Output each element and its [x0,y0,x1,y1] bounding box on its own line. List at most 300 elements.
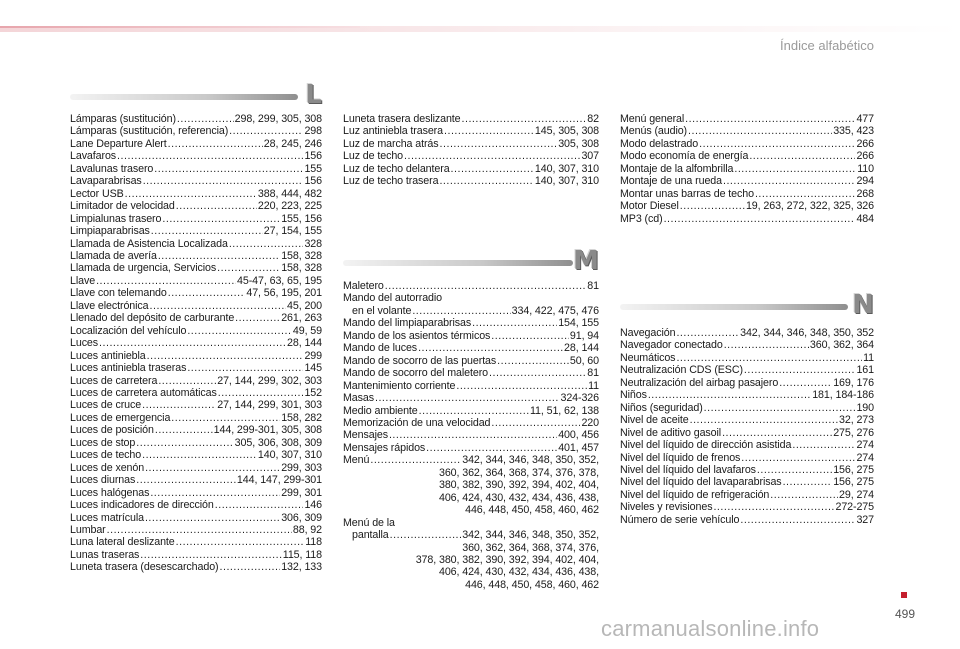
entry-term: Luces diurnas [70,474,136,487]
index-entry [343,280,599,292]
entry-pages: 11 [588,379,599,392]
entry-pages: 140, 307, 310 [534,162,599,175]
leader-dots [136,474,236,486]
entry-pages: 145, 305, 308 [534,125,599,138]
leader-dots [755,188,856,200]
index-entry [343,405,599,417]
leader-dots [456,380,587,392]
index-entry [620,138,874,150]
leader-dots [229,125,303,137]
entry-pages: 156 [304,150,322,163]
leader-dots [136,437,233,449]
index-entry [70,499,322,511]
index-entry [620,175,874,187]
entry-term: Niños (seguridad) [620,401,703,414]
entry-term: Llenado del depósito de carburante [70,312,235,325]
entry-term: Nivel del líquido de dirección asistida [620,439,792,452]
entry-term: Navegador conectado [620,339,723,352]
entry-pages: 181, 184-186 [812,389,874,402]
leader-dots [389,429,557,441]
index-entry [70,387,322,399]
entry-term: Lámparas (sustitución, referencia) [70,125,229,138]
page-number: 499 [894,607,915,621]
leader-dots [187,362,303,374]
index-entry [620,476,874,488]
entry-term: Neutralización CDS (ESC) [620,364,743,377]
index-entry [70,300,322,312]
entry-term: Neumáticos [620,351,676,364]
entry-term: Nivel de aditivo gasoil [620,426,722,439]
entry-term: Menús (audio) [620,125,688,138]
index-entry [343,417,599,429]
entry-pages: 268 [856,187,874,200]
entry-term: Llave electrónica [70,299,149,312]
entry-pages: 118 [305,536,322,549]
entry-pages: 154, 155 [558,317,599,330]
entry-term: Lavafaros [70,150,117,163]
leader-dots [412,305,510,317]
leader-dots [734,163,856,175]
leader-dots [176,536,305,548]
entry-pages: 27, 144, 299, 301, 303 [217,399,322,412]
entry-term: Llamada de urgencia, Servicios [70,262,217,275]
entry-pages: 335, 423 [833,125,874,138]
entry-pages-continued: 446, 448, 450, 458, 460, 462 [465,504,599,517]
entry-pages: 81 [587,367,599,380]
entry-pages: 28, 144 [287,337,322,350]
leader-dots [444,125,534,137]
leader-dots [96,275,236,287]
index-entry [70,287,322,299]
entry-pages: 334, 422, 475, 476 [511,304,599,317]
entry-pages: 272-275 [835,501,874,514]
entry-pages: 401, 457 [558,441,599,454]
entry-pages: 91, 94 [569,329,599,342]
section-bar [70,94,298,100]
entry-pages: 82 [587,113,599,125]
entry-pages: 140, 307, 310 [534,175,599,188]
leader-dots [158,250,280,262]
leader-dots [664,213,856,225]
entry-pages: 155, 156 [281,212,322,225]
index-entry [620,402,874,414]
entry-pages: 27, 154, 155 [263,225,322,238]
entry-term: Lane Departure Alert [70,137,167,150]
index-entry [70,399,322,411]
entry-term: Luces halógenas [70,486,150,499]
index-entry [343,138,599,150]
index-entry [343,163,599,175]
entry-pages: 88, 92 [292,523,322,536]
index-entry [70,175,322,187]
entry-pages: 115, 118 [282,548,322,561]
index-entry [70,512,322,524]
entry-term: Mensajes [343,429,388,442]
leader-dots [713,501,834,513]
entry-subterm: en el volante [352,304,412,317]
entry-pages-continued: 380, 382, 390, 392, 394, 402, 404, [438,479,599,492]
leader-dots [235,312,280,324]
entry-term: Nivel del líquido del lavaparabrisas [620,476,782,489]
entry-pages: 28, 144 [564,342,599,355]
leader-dots [187,325,292,337]
entry-term: Mantenimiento corriente [343,379,456,392]
entry-term: Luz antiniebla trasera [343,125,443,138]
entry-pages: 146 [304,499,322,512]
leader-dots [749,150,855,162]
index-entry [70,200,322,212]
entry-term: Menú [343,454,370,467]
leader-dots [680,200,745,212]
index-entry [620,452,874,464]
index-entry [620,501,874,513]
index-entry [620,150,874,162]
entry-term: Mando de luces [343,342,418,355]
index-entry [70,474,322,486]
entry-pages: 266 [856,137,874,150]
page-marker [901,592,907,598]
entry-term: Limitador de velocidad [70,200,175,213]
leader-dots [147,350,304,362]
entry-term: Lector USB [70,187,124,200]
leader-dots [177,113,234,125]
index-entry [70,412,322,424]
section-header-l [70,80,322,110]
index-entry [620,339,874,351]
watermark: carmanualsonline.info [601,616,820,641]
entry-pages: 307 [581,150,599,163]
leader-dots [390,529,462,541]
index-column-3 [620,113,874,225]
index-entry [70,325,322,337]
entry-pages: 169, 176 [833,376,874,389]
leader-dots [125,188,257,200]
entry-term: Limpialunas trasero [70,212,162,225]
entry-pages: 388, 444, 482 [257,187,322,200]
index-entry [70,188,322,200]
index-entry [70,150,322,162]
leader-dots [162,213,280,225]
index-entry [343,330,599,342]
leader-dots [404,150,580,162]
entry-term: Neutralización del airbag pasajero [620,376,779,389]
leader-dots [142,449,257,461]
entry-term: Lámparas (sustitución) [70,113,176,125]
entry-term: Lunas traseras [70,548,140,561]
entry-pages: 305, 308 [558,137,599,150]
leader-dots [722,427,832,439]
entry-pages: 50, 60 [569,354,599,367]
entry-term: Mando de socorro de las puertas [343,354,497,367]
entry-pages: 274 [856,439,874,452]
entry-term: Montar unas barras de techo [620,187,754,200]
entry-term: Luces de stop [70,436,136,449]
index-entry [620,352,874,364]
entry-pages: 156, 275 [833,463,874,476]
index-entry [70,275,322,287]
index-entry [70,549,322,561]
entry-term: Luces de carretera automáticas [70,386,217,399]
leader-dots [154,163,303,175]
entry-term: Lumbar [70,523,106,536]
entry-term: Luces de emergencia [70,411,171,424]
entry-term: Luna lateral deslizante [70,536,175,549]
entry-term: Nivel de aceite [620,414,689,427]
leader-dots [757,464,832,476]
leader-dots [704,402,856,414]
entry-term: Niveles y revisiones [620,501,713,514]
entry-pages: 32, 273 [839,414,874,427]
entry-term: Lavaparabrisas [70,175,142,188]
entry-pages: 158, 328 [281,262,322,275]
entry-pages: 152 [304,386,322,399]
index-entry [70,213,322,225]
entry-term: Luces antiniebla traseras [70,362,187,375]
index-column-1 [70,113,322,574]
leader-dots [472,317,557,329]
index-entry [620,213,874,225]
entry-term: Llamada de Asistencia Localizada [70,237,228,250]
leader-dots [741,452,855,464]
leader-dots [723,175,855,187]
index-entry [70,138,322,150]
entry-term: Montaje de una rueda [620,175,722,188]
entry-term: Nivel del líquido del lavafaros [620,463,756,476]
leader-dots [648,389,811,401]
section-letter: N [852,290,874,320]
entry-pages: 275, 276 [833,426,874,439]
entry-pages: 27, 144, 299, 302, 303 [217,374,322,387]
leader-dots [699,138,855,150]
section-letter: L [305,80,322,110]
leader-dots [150,300,287,312]
leader-dots [740,514,855,526]
leader-dots [99,337,286,349]
entry-pages: 19, 263, 272, 322, 325, 326 [745,200,874,213]
entry-pages: 360, 362, 364 [809,339,874,352]
index-entry [620,389,874,401]
index-column-3-n [620,327,874,526]
leader-dots [489,367,586,379]
entry-pages: 328 [304,237,322,250]
section-header-m [343,246,599,276]
entry-term: Masas [343,392,374,405]
entry-pages: 28, 245, 246 [263,137,322,150]
index-entry [70,561,322,573]
index-entry [70,262,322,274]
entry-pages: 156, 275 [833,476,874,489]
entry-pages: 220, 223, 225 [257,200,322,213]
entry-pages: 342, 344, 346, 348, 350, 352, [462,454,599,467]
leader-dots [439,175,533,187]
entry-term: Mensajes rápidos [343,441,426,454]
index-entry [620,377,874,389]
header-rule [0,26,960,32]
leader-dots [218,387,304,399]
entry-term: Luces de techo [70,449,142,462]
entry-term: Mando de socorro del maletero [343,367,489,380]
entry-term: Número de serie vehículo [620,513,740,526]
leader-dots [783,476,833,488]
entry-subterm: pantalla [352,529,389,542]
entry-pages: 158, 328 [281,249,322,262]
entry-term: Niños [620,389,647,402]
entry-term: Lavalunas trasero [70,162,154,175]
entry-pages: 298 [304,125,322,138]
entry-pages: 299, 303 [281,461,322,474]
index-entry [620,125,874,137]
leader-dots [143,175,304,187]
leader-dots [155,424,213,436]
index-entry [343,292,599,317]
index-entry [620,464,874,476]
index-entry [620,427,874,439]
entry-term: Luneta trasera (desescarchado) [70,561,219,574]
entry-term: Localización del vehículo [70,324,187,337]
entry-term: Luz de techo trasera [343,175,439,188]
index-entry [70,437,322,449]
leader-dots [142,399,216,411]
entry-term: Motor Diesel [620,200,679,213]
entry-pages-continued: 446, 448, 450, 458, 460, 462 [465,578,599,591]
index-entry [70,250,322,262]
index-entry [620,514,874,526]
entry-term: Luces [70,337,99,350]
leader-dots [117,150,303,162]
leader-dots [685,113,855,125]
leader-dots [140,549,281,561]
leader-dots [150,487,280,499]
leader-dots [419,405,529,417]
leader-dots [385,280,587,292]
leader-dots [676,327,739,339]
index-entry [620,364,874,376]
index-entry [70,462,322,474]
entry-term: Medio ambiente [343,404,418,417]
leader-dots [792,439,855,451]
index-entry [343,454,599,516]
entry-term: Menú de la [343,516,395,529]
entry-pages: 11 [863,351,874,364]
entry-pages: 110 [857,162,874,175]
entry-pages-continued: 360, 362, 364, 368, 374, 376, [462,541,599,554]
entry-term: Nivel del líquido de frenos [620,451,741,464]
leader-dots [676,352,862,364]
entry-term: Modo delastrado [620,137,699,150]
leader-dots [107,524,292,536]
index-entry [70,350,322,362]
entry-term: Luces de carretera [70,374,158,387]
leader-dots [370,454,461,466]
leader-dots [168,138,263,150]
leader-dots [151,225,263,237]
leader-dots [497,355,569,367]
entry-term: Nivel del líquido de refrigeración [620,488,770,501]
entry-term: MP3 (cd) [620,212,663,225]
entry-term: Luces antiniebla [70,349,146,362]
entry-term: Luces de xenón [70,461,145,474]
entry-term: Navegación [620,327,676,339]
entry-pages-continued: 406, 424, 430, 432, 434, 436, 438, [438,491,599,504]
entry-pages: 145 [304,362,322,375]
index-entry [620,188,874,200]
leader-dots [229,238,304,250]
entry-pages: 81 [587,280,599,292]
entry-term: Menú general [620,113,685,125]
leader-dots [158,375,216,387]
index-entry [343,342,599,354]
entry-pages: 132, 133 [281,561,322,574]
entry-pages: 144, 147, 299-301 [236,474,322,487]
index-entry [343,442,599,454]
entry-pages: 261, 263 [281,312,322,325]
entry-pages: 342, 344, 346, 348, 350, 352 [740,327,874,339]
index-entry [70,424,322,436]
index-entry [620,163,874,175]
entry-pages: 299 [304,349,322,362]
entry-term: Maletero [343,280,384,292]
entry-pages: 156 [304,175,322,188]
entry-pages: 400, 456 [558,429,599,442]
leader-dots [440,138,558,150]
entry-pages: 11, 51, 62, 138 [529,404,599,417]
entry-pages: 477 [856,113,874,125]
leader-dots [215,499,304,511]
leader-dots [690,414,838,426]
entry-term: Luz de techo [343,150,404,163]
entry-term: Limpiaparabrisas [70,225,150,238]
page-title: Índice alfabético [780,38,874,53]
index-entry [620,439,874,451]
section-letter: M [573,246,599,276]
entry-term: Luces de cruce [70,399,142,412]
leader-dots [220,561,281,573]
index-entry [343,355,599,367]
index-entry [70,312,322,324]
index-entry [343,429,599,441]
leader-dots [688,125,832,137]
leader-dots [770,489,838,501]
index-entry [620,113,874,125]
entry-pages: 47, 56, 195, 201 [246,287,322,300]
entry-pages: 306, 309 [281,511,322,524]
entry-term: Llave [70,274,96,287]
entry-term: Luz de techo delantera [343,162,450,175]
index-entry [343,113,599,125]
entry-term: Mando del autorradio [343,292,443,305]
index-entry [620,489,874,501]
entry-pages: 220 [581,416,599,429]
entry-pages: 294 [856,175,874,188]
leader-dots [724,339,809,351]
entry-term: Luces indicadores de dirección [70,499,214,512]
entry-term: Modo economía de energía [620,150,749,163]
index-entry [343,150,599,162]
index-entry [343,392,599,404]
leader-dots [418,342,563,354]
entry-pages: 324-326 [560,392,599,405]
entry-pages-continued: 406, 424, 430, 432, 434, 436, 438, [438,566,599,579]
entry-pages: 161 [856,364,874,377]
index-entry [343,367,599,379]
leader-dots [491,330,569,342]
entry-pages: 266 [856,150,874,163]
index-entry [70,337,322,349]
index-entry [620,200,874,212]
entry-term: Luces matrícula [70,511,144,524]
entry-pages: 140, 307, 310 [257,449,322,462]
entry-term: Llamada de avería [70,249,157,262]
